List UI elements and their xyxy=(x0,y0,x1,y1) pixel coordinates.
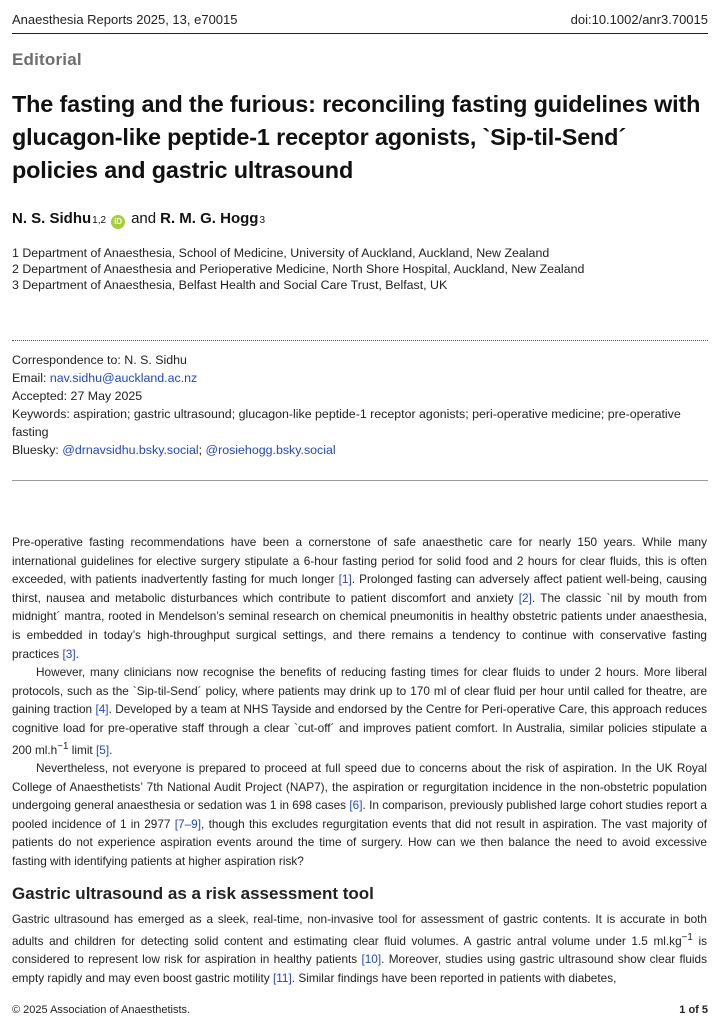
bluesky-link-1[interactable]: @drnavsidhu.bsky.social xyxy=(62,443,199,457)
accepted-date: Accepted: 27 May 2025 xyxy=(12,389,143,403)
author-1-name: N. S. Sidhu xyxy=(12,210,92,227)
keywords: Keywords: aspiration; gastric ultrasound; glucagon-like peptide-1 receptor agonists; peri-operative medicine; pre-operative fasting xyxy=(12,407,681,439)
text-run: limit xyxy=(68,742,96,757)
affiliation-2: 2 Department of Anaesthesia and Perioperative Medicine, North Shore Hospital, Auckland, New Zealand xyxy=(12,262,585,276)
email-link[interactable]: nav.sidhu@auckland.ac.nz xyxy=(49,371,198,385)
orcid-icon[interactable]: iD xyxy=(111,215,125,229)
text-run: Nevertheless, not everyone is prepared to proceed at full speed due to concerns about the risk of aspiration. In the UK Royal College of Anaesthetists’ 7th National Audit Project (NAP7), the aspiration or regurgitation incidence in the non-obstetric population undergoing general anaesthesia or sedation was 1 in 698 cases xyxy=(12,761,707,813)
text-run: Pre-operative fasting recommendations have been a cornerstone of safe anaesthetic care for nearly 150 years. While many international guidelines for elective surgery stipulate a 6-hour fasting period for solid food and 2 hours for clear fluids, this is often exceeded, with patients inadvertently fasting for much longer xyxy=(12,535,707,587)
author-list: N. S. Sidhu 1,2 iD and R. M. G. Hogg 3 xyxy=(12,210,265,227)
running-header xyxy=(12,8,708,30)
text-run: . Moreover, studies using gastric ultrasound show clear fluids empty rapidly and may even boost gastric motility xyxy=(12,952,708,985)
paragraph-3 xyxy=(12,759,707,871)
text-run: , though this excludes regurgitation events that did not result in aspiration. The vast majority of patients do not experience aspiration events around the time of surgery. How can we then balance the need to avoid excessive fasting with identifying patients at higher aspiration risk? xyxy=(12,816,708,869)
affiliation-1: 1 Department of Anaesthesia, School of Medicine, University of Auckland, Auckland, New Zealand xyxy=(12,246,550,260)
bluesky-row xyxy=(12,441,707,459)
citation-link[interactable]: [5] xyxy=(96,742,110,757)
bluesky-link-2[interactable]: @rosiehogg.bsky.social xyxy=(205,443,336,457)
citation-link[interactable]: [2] xyxy=(518,590,532,605)
section-2-body xyxy=(12,910,707,987)
text-run: . Developed by a team at NHS Tayside and endorsed by the Centre for Peri-operative Care, this approach reduces cognitive load for pre-operative staff through a clear `cut-off´ and improves patient comfort. In Australia, similar policies stipulate a 200 ml.h xyxy=(12,702,707,757)
citation-link[interactable]: [7–9] xyxy=(174,816,202,831)
section-heading: Gastric ultrasound as a risk assessment tool xyxy=(12,884,374,903)
bluesky-label: Bluesky: xyxy=(12,443,63,457)
paragraph-4 xyxy=(12,910,707,987)
email-row xyxy=(12,369,707,387)
citation-link[interactable]: [10] xyxy=(361,952,382,967)
metadata-divider xyxy=(12,480,708,481)
text-run: . Prolonged fasting can adversely affect patient well-being, causing thirst, nausea and metabolic disturbances which contribute to patient discomfort and anxiety xyxy=(12,572,707,605)
doi-link[interactable]: doi:10.1002/anr3.70015 xyxy=(570,11,708,27)
superscript: −1 xyxy=(681,931,693,943)
citation-link[interactable]: [3] xyxy=(62,646,76,661)
text-run: . xyxy=(109,742,113,757)
copyright: © 2025 Association of Anaesthetists. xyxy=(12,1004,191,1016)
superscript: −1 xyxy=(57,740,69,752)
article-title: The fasting and the furious: reconciling fasting guidelines with glucagon-like peptide-1 receptor agonists, `Sip-til-Send´ policies and gastric ultrasound xyxy=(12,91,701,183)
correspondence: Correspondence to: N. S. Sidhu xyxy=(12,353,187,367)
text-run: . The classic `nil by mouth from midnight´ mantra, rooted in Mendelson’s seminal research on chemical pneumonitis in healthy obstetric patients under anaesthesia, is embedded in today’s high-throughput surgical settings, and there remains a tendency to continue with conservative fasting practices xyxy=(12,590,707,661)
citation-link[interactable]: [6] xyxy=(349,798,363,813)
citation-link[interactable]: [4] xyxy=(95,702,109,717)
page-footer xyxy=(12,1004,708,1016)
article-body xyxy=(12,533,707,871)
text-run: . xyxy=(75,646,79,661)
text-run: is considered to represent low risk for aspiration in healthy patients xyxy=(12,933,707,967)
email-label: Email: xyxy=(12,371,50,385)
journal-citation: Anaesthesia Reports 2025, 13, e70015 xyxy=(12,11,238,27)
text-run: Gastric ultrasound has emerged as a sleek, real-time, non-invasive tool for assessment of gastric contents. It is accurate in both adults and children for detecting solid content and estimating clear fluid volumes. A gastric antral volume under 1.5 ml.kg xyxy=(12,912,707,948)
dotted-divider xyxy=(12,340,708,341)
text-run: . In comparison, previously published large cohort studies report a pooled incidence of 1 in 2977 xyxy=(12,798,707,831)
affiliation-3: 3 Department of Anaesthesia, Belfast Health and Social Care Trust, Belfast, UK xyxy=(12,278,448,292)
paragraph-2 xyxy=(12,663,707,759)
paragraph-1 xyxy=(12,533,707,663)
author-2-name: R. M. G. Hogg xyxy=(160,210,259,227)
citation-link[interactable]: [1] xyxy=(338,572,352,587)
text-run: . Similar findings have been reported in patients with diabetes, xyxy=(291,970,617,985)
bluesky-separator: ; xyxy=(198,443,206,457)
citation-link[interactable]: [11] xyxy=(272,970,292,985)
article-metadata xyxy=(12,351,707,459)
author-conjunction: and xyxy=(131,210,157,227)
text-run: However, many clinicians now recognise the benefits of reducing fasting times for clear fluids to under 2 hours. More liberal protocols, such as the `Sip-til-Send´ policy, where patients may drink up to 170 ml of clear fluid per hour until called for theatre, are gaining traction xyxy=(12,665,707,717)
header-rule xyxy=(12,33,708,34)
affiliations xyxy=(12,245,584,293)
article-type-label: Editorial xyxy=(12,50,82,69)
page-number: 1 of 5 xyxy=(679,1004,708,1016)
